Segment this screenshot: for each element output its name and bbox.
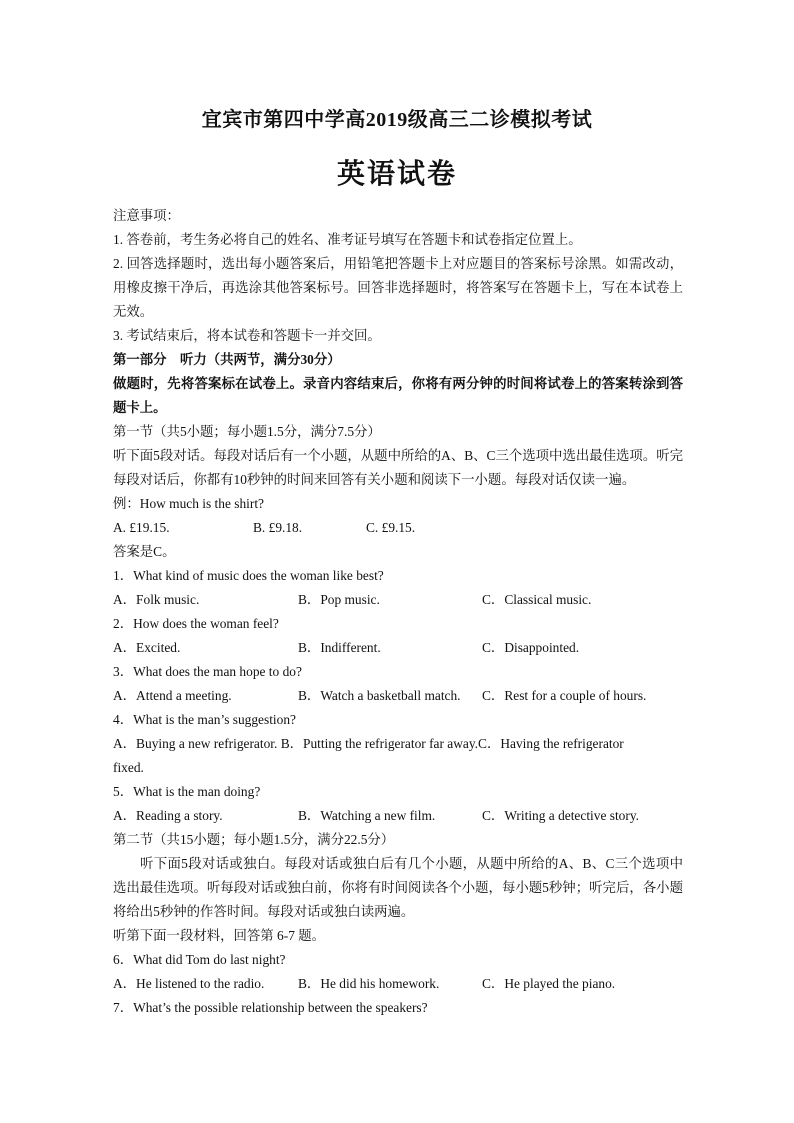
- option-b: B．Pop music.: [298, 592, 380, 607]
- question: 1．What kind of music does the woman like best?: [113, 568, 384, 583]
- question: 3．What does the man hope to do?: [113, 664, 302, 679]
- section1-instruction: 听下面5段对话。每段对话后有一个小题，从题中所给的A、B、C三个选项中选出最佳选项。听完每段对话后，你都有10秒钟的时间来回答有关小题和阅读下一小题。每段对话仅读一遍。: [113, 448, 683, 487]
- question-options: [113, 972, 683, 996]
- option-a: A．Attend a meeting.: [113, 688, 232, 703]
- question: 4．What is the man’s suggestion?: [113, 712, 296, 727]
- school-title: 宜宾市第四中学高2019级高三二诊模拟考试: [201, 109, 593, 131]
- option-c: C．Classical music.: [482, 592, 592, 607]
- question: 2．How does the woman feel?: [113, 616, 279, 631]
- question-options: [113, 804, 683, 828]
- example-answer: 答案是C。: [113, 544, 176, 559]
- notice-item: 2. 回答选择题时，选出每小题答案后，用铅笔把答题卡上对应题目的答案标号涂黑。如需改动，用橡皮擦干净后，再选涂其他答案标号。回答非选择题时，将答案写在答题卡上，写在本试卷上无效。: [113, 256, 683, 319]
- notice-heading: 注意事项：: [113, 208, 180, 223]
- question: 6．What did Tom do last night?: [113, 952, 286, 967]
- question-options: [113, 636, 683, 660]
- option-b: B．Watching a new film.: [298, 808, 436, 823]
- question-options: [113, 684, 683, 708]
- option-c: C．Writing a detective story.: [482, 808, 640, 823]
- option-c: C．Rest for a couple of hours.: [482, 688, 647, 703]
- subject-title: 英语试卷: [336, 159, 457, 190]
- section2-instruction: 听下面5段对话或独白。每段对话或独白后有几个小题，从题中所给的A、B、C三个选项中选出最佳选项。听每段对话或独白前，你将有时间阅读各个小题，每小题5秒钟；听完后，各小题将给出5秒钟的作答时间。每段对话或独白读两遍。: [113, 856, 683, 919]
- option-b: B．He did his homework.: [298, 976, 440, 991]
- option-c: C. £9.15.: [366, 520, 416, 535]
- notice-item: 3. 考试结束后，将本试卷和答题卡一并交回。: [113, 328, 381, 343]
- question: 5．What is the man doing?: [113, 784, 261, 799]
- option-a: A．He listened to the radio.: [113, 976, 265, 991]
- option-c: C．He played the piano.: [482, 976, 616, 991]
- section1-heading: 第一节（共5小题；每小题1.5分，满分7.5分）: [113, 424, 381, 439]
- option-b: B. £9.18.: [253, 520, 303, 535]
- part1-heading: 第一部分 听力（共两节，满分30分）: [113, 352, 341, 367]
- option-a: A．Folk music.: [113, 592, 200, 607]
- part1-instruction: 做题时，先将答案标在试卷上。录音内容结束后，你将有两分钟的时间将试卷上的答案转涂到答题卡上。: [113, 376, 683, 415]
- exam-body: [113, 204, 683, 1020]
- section2-heading: 第二节（共15小题；每小题1.5分，满分22.5分）: [113, 832, 395, 847]
- option-b: B．Indifferent.: [298, 640, 381, 655]
- question-options-line: A．Buying a new refrigerator. B．Putting the refrigerator far away.C．Having the refrigerator: [113, 736, 624, 751]
- option-a: A．Excited.: [113, 640, 181, 655]
- example-options: [113, 516, 683, 540]
- example-question: 例：How much is the shirt?: [113, 496, 264, 511]
- option-a: A．Reading a story.: [113, 808, 223, 823]
- question: 7．What’s the possible relationship between the speakers?: [113, 1000, 428, 1015]
- question-options-cont: fixed.: [113, 760, 144, 775]
- question-options: [113, 588, 683, 612]
- option-c: C．Disappointed.: [482, 640, 580, 655]
- material-note: 听第下面一段材料，回答第 6-7 题。: [113, 928, 326, 943]
- option-a: A. £19.15.: [113, 520, 170, 535]
- option-b: B．Watch a basketball match.: [298, 688, 461, 703]
- notice-item: 1. 答卷前，考生务必将自己的姓名、准考证号填写在答题卡和试卷指定位置上。: [113, 232, 582, 247]
